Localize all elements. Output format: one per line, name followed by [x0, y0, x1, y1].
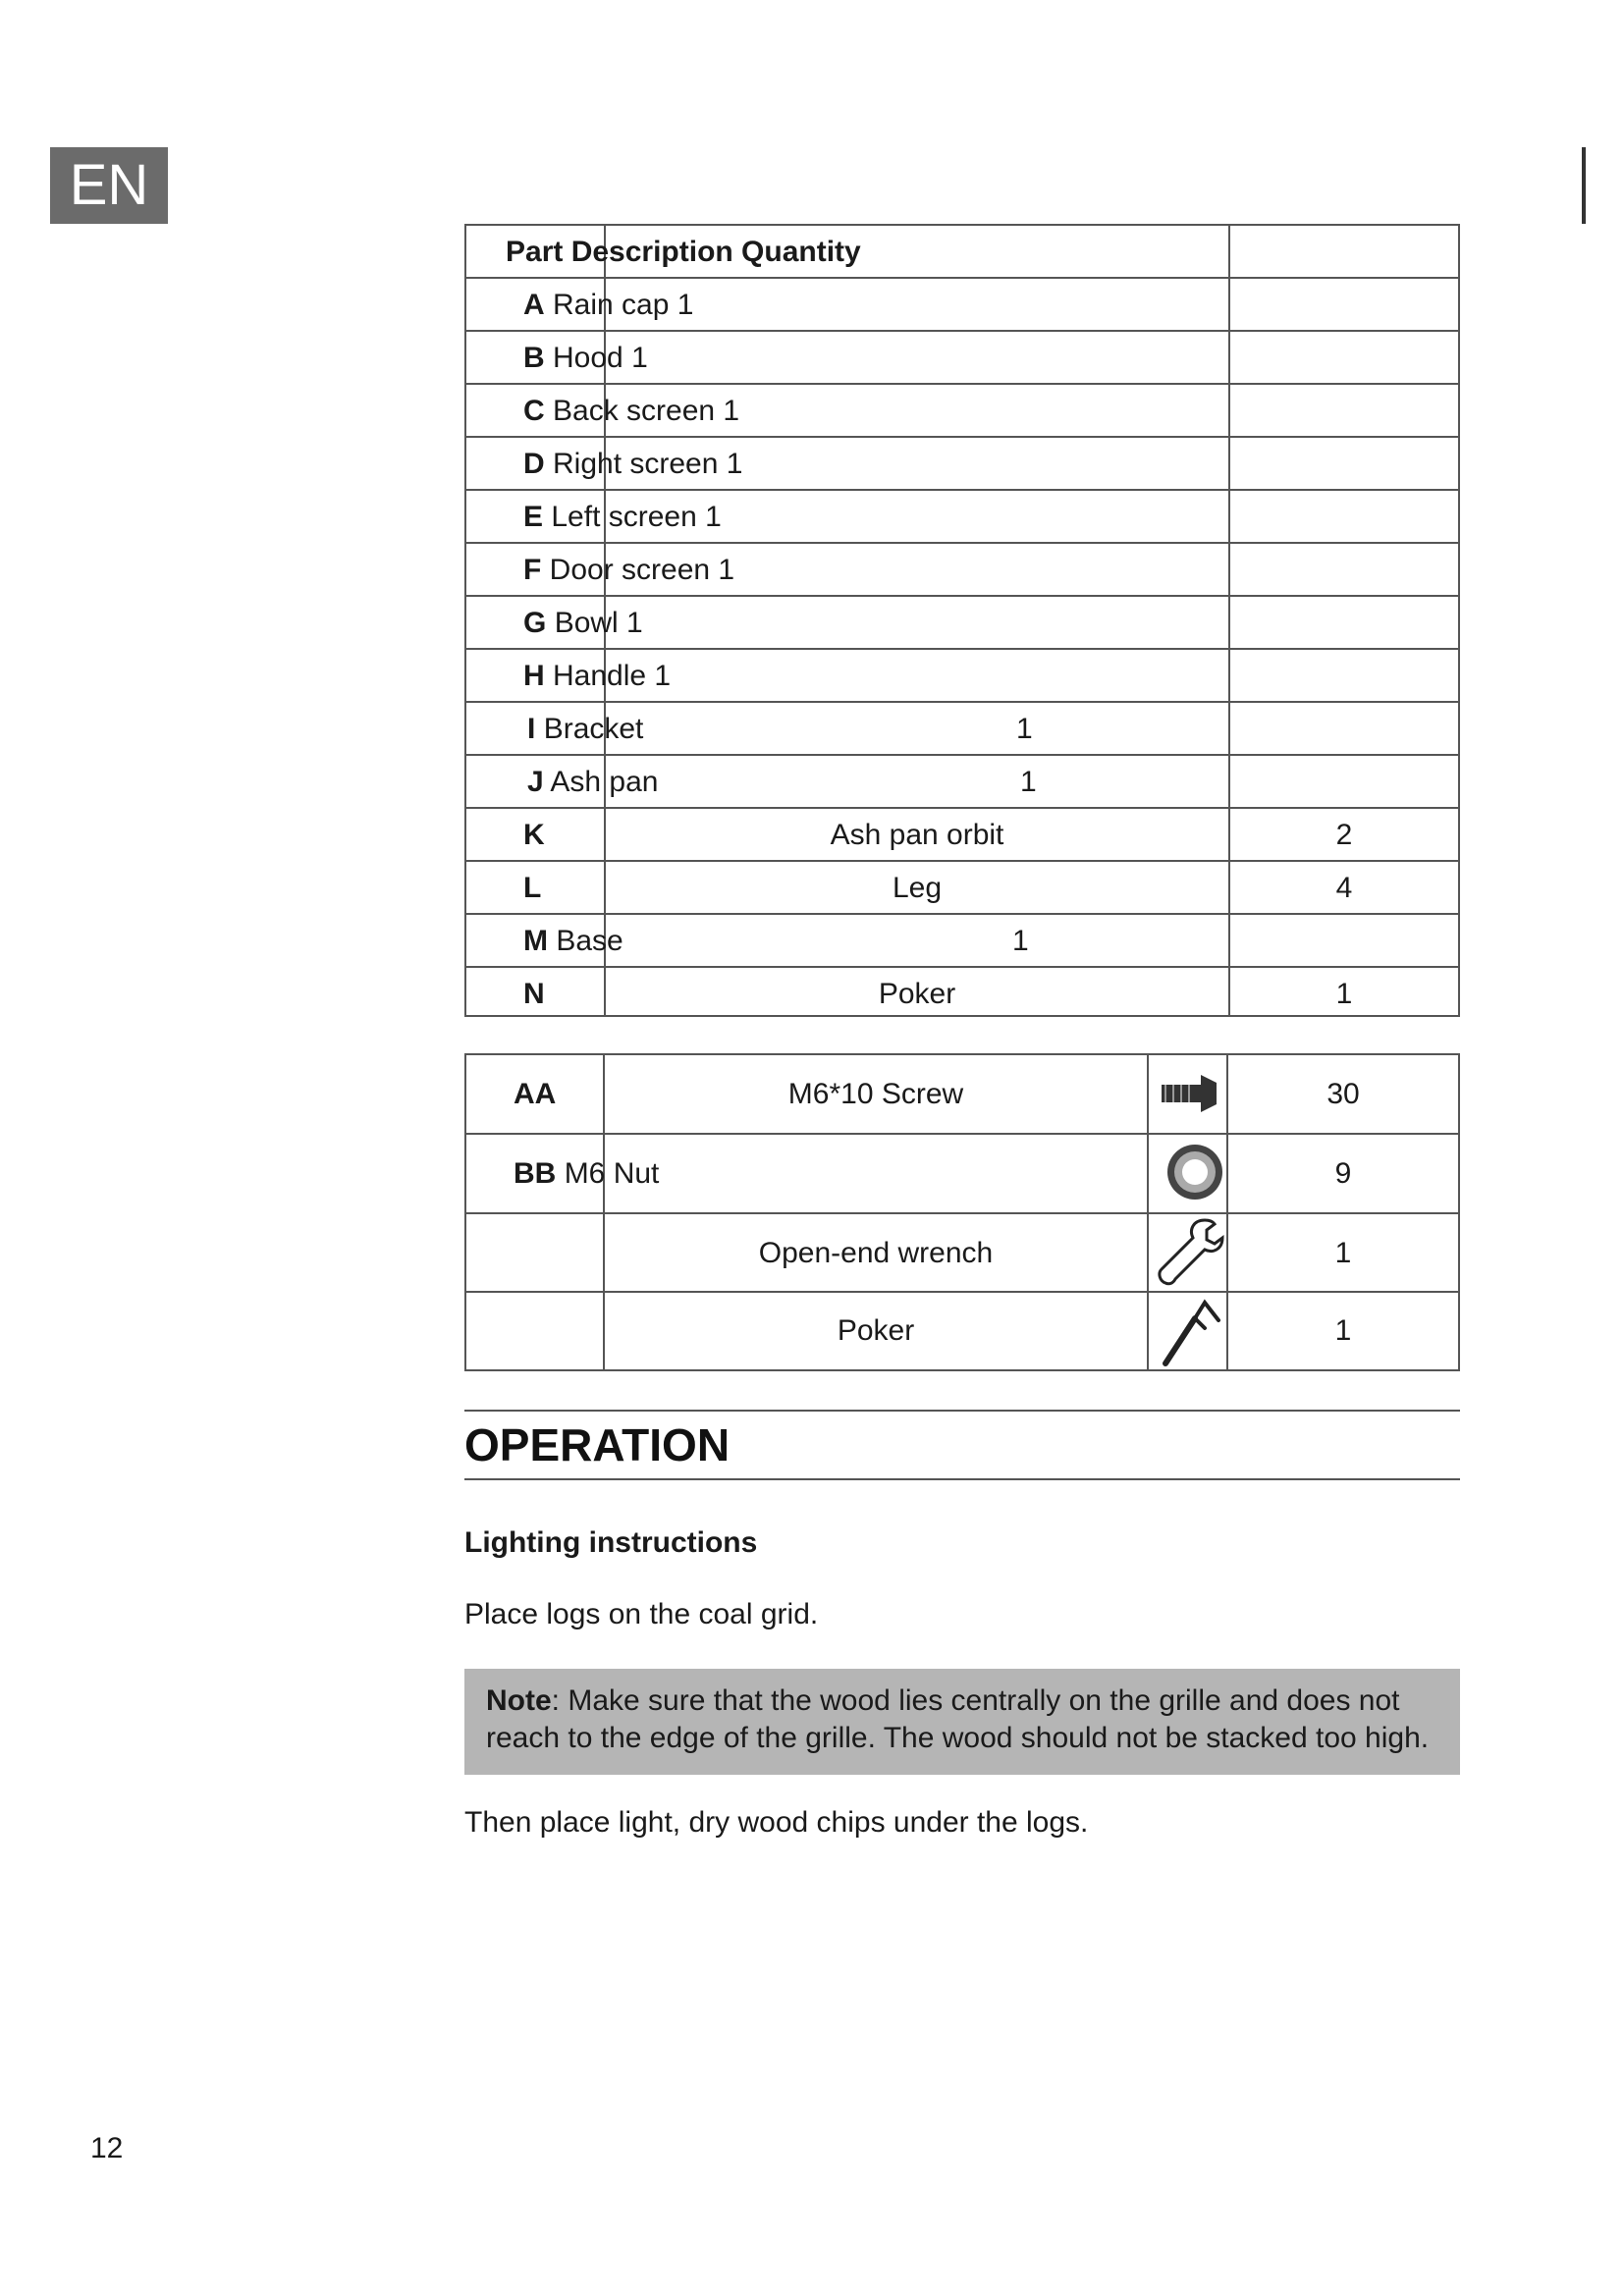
row-description: Poker — [878, 978, 956, 1010]
table-row: F Door screen 1 — [523, 554, 735, 586]
row-letter: AA — [514, 1078, 557, 1110]
row-description: Leg — [892, 872, 943, 904]
table-row: M Base — [523, 925, 623, 957]
parts-table — [464, 224, 1460, 1017]
page-number: 12 — [90, 2132, 124, 2164]
row-quantity: 4 — [1335, 872, 1353, 904]
table-row: J Ash pan — [527, 766, 659, 798]
nut-icon — [1164, 1142, 1225, 1202]
row-quantity: 1 — [1334, 1314, 1352, 1347]
row-letter: N — [523, 978, 545, 1010]
note-label: Note — [486, 1684, 552, 1717]
row-description: Poker — [837, 1314, 915, 1347]
row-quantity: 1 — [1334, 1237, 1352, 1269]
row-description: Open-end wrench — [758, 1237, 994, 1269]
table-row: H Handle 1 — [523, 660, 672, 692]
instruction-step: Place logs on the coal grid. — [464, 1598, 819, 1630]
table-row: B Hood 1 — [523, 342, 648, 374]
row-quantity: 1 — [1335, 978, 1353, 1010]
row-quantity: 30 — [1326, 1078, 1360, 1110]
instruction-step: Then place light, dry wood chips under the logs. — [464, 1806, 1089, 1839]
table-header: Part Description Quantity — [506, 236, 861, 268]
screw-icon — [1160, 1069, 1220, 1118]
table-row: A Rain cap 1 — [523, 289, 694, 321]
page-edge-marker — [1582, 147, 1586, 224]
section-rule-top — [464, 1410, 1460, 1412]
table-row: BB M6 Nut — [514, 1157, 660, 1190]
table-row: G Bowl 1 — [523, 607, 643, 639]
row-description: M6*10 Screw — [787, 1078, 964, 1110]
note-text: : Make sure that the wood lies centrally on the grille and does not reach to the edge of the grille. The wood should not be stacked too high. — [486, 1684, 1430, 1754]
row-letter: L — [523, 872, 542, 904]
row-quantity: 1 — [1020, 766, 1037, 798]
section-rule-bottom — [464, 1478, 1460, 1480]
note-box — [464, 1669, 1460, 1775]
row-quantity: 1 — [1012, 925, 1029, 957]
row-description: Ash pan orbit — [830, 819, 1004, 851]
wrench-icon — [1154, 1216, 1226, 1289]
row-quantity: 2 — [1335, 819, 1353, 851]
table-row: E Left screen 1 — [523, 501, 722, 533]
table-row: C Back screen 1 — [523, 395, 740, 427]
subsection-title: Lighting instructions — [464, 1526, 758, 1559]
language-badge: EN — [50, 147, 168, 224]
hardware-table — [464, 1053, 1460, 1371]
row-letter: K — [523, 819, 545, 851]
table-row: I Bracket — [527, 713, 644, 745]
row-quantity: 1 — [1016, 713, 1033, 745]
section-title: OPERATION — [464, 1419, 731, 1470]
row-quantity: 9 — [1334, 1157, 1352, 1190]
table-row: D Right screen 1 — [523, 448, 743, 480]
poker-icon — [1156, 1295, 1224, 1369]
